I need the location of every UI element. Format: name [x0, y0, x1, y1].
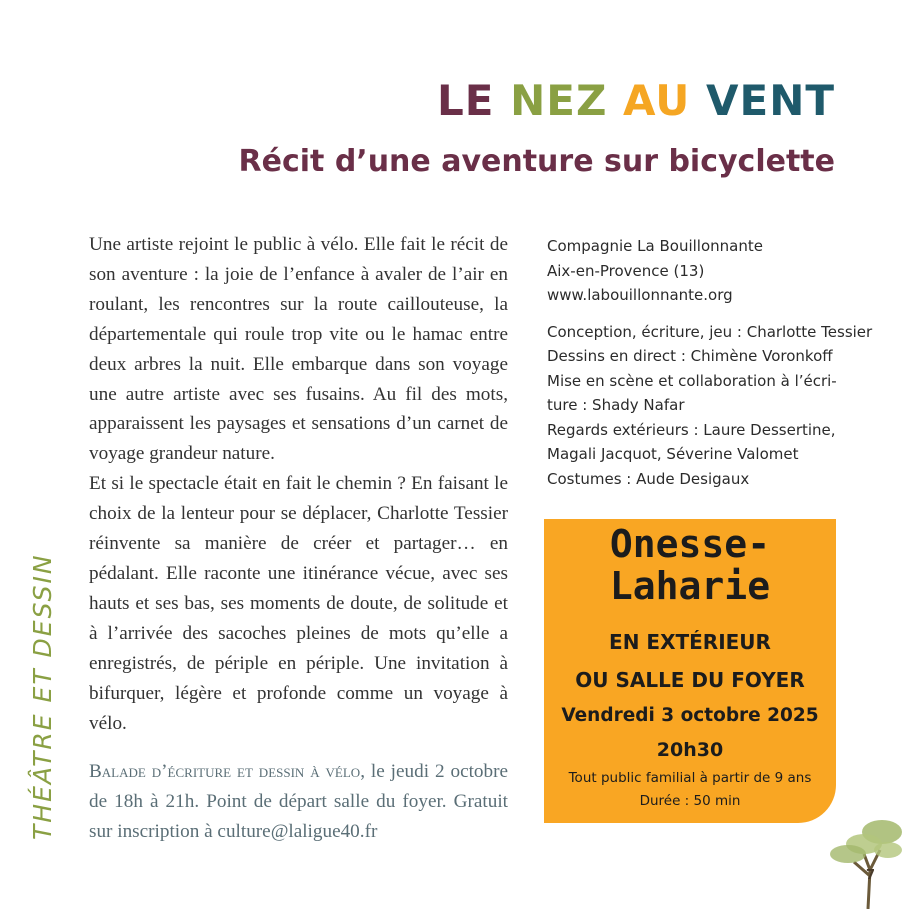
- credit-line: Mise en scène et collaboration à l’écri-: [547, 371, 837, 390]
- page-subtitle: Récit d’une aventure sur bicyclette: [238, 144, 835, 179]
- event-venue: [544, 623, 836, 699]
- credit-line: Costumes : Aude Desigaux: [547, 469, 750, 488]
- credit-line: Regards extérieurs : Laure Dessertine,: [547, 420, 836, 439]
- workshop-note-lead: Balade d’écriture et dessin à vélo: [89, 761, 361, 782]
- credit-line: Dessins en direct : Chimène Voronkoff: [547, 347, 833, 365]
- workshop-note-text: , le jeudi 2 octobre de 18h à 21h. Point de départ salle du foyer. Gratuit sur inscription à culture@laligue40.fr: [89, 761, 509, 842]
- credits: [547, 234, 873, 503]
- event-venue-line-1: EN EXTÉRIEUR: [609, 630, 771, 654]
- credit-line: Magali Jacquot, Séverine Valomet: [547, 445, 799, 463]
- company-city: Aix-en-Provence (13): [547, 261, 705, 280]
- event-location-line-1: Onesse-: [609, 522, 771, 566]
- category-label: THÉÂTRE ET DESSIN: [28, 553, 57, 840]
- title-word-le: LE: [437, 76, 511, 125]
- tree-icon: [824, 810, 904, 909]
- title-word-nez: NEZ: [510, 76, 624, 125]
- event-time: 20h30: [656, 739, 724, 761]
- title-word-au: AU: [623, 76, 706, 125]
- event-location-line-2: Laharie: [609, 564, 771, 608]
- company-name: Compagnie La Bouillonnante: [547, 237, 763, 255]
- workshop-note: [89, 757, 508, 847]
- page-number: 7: [866, 868, 876, 883]
- page-title: [437, 76, 835, 125]
- crew-block: [547, 320, 873, 492]
- company-block: [547, 234, 847, 308]
- event-audience: Tout public familial à partir de 9 ans: [568, 770, 812, 786]
- description: [89, 230, 508, 738]
- event-venue-line-2: OU SALLE DU FOYER: [575, 668, 805, 692]
- description-paragraph-1: Une artiste rejoint le public à vélo. Elle fait le récit de son aventure : la joie de l’enfance à avaler de l’air en roulant, les rencontres sur la route caillouteuse, la départementale qui roule trop vite ou le hamac entre deux arbres la nuit. Elle embarque dans son voyage une autre artiste avec ses fusains. Au fil des mots, apparaissent les paysages et sensations d’un carnet de voyage grandeur nature.: [89, 234, 508, 465]
- event-duration: Durée : 50 min: [639, 793, 741, 809]
- event-info-box: [544, 519, 836, 823]
- event-date: Vendredi 3 octobre 2025: [561, 705, 819, 726]
- description-paragraph-2: Et si le spectacle était en fait le chemin ? En faisant le choix de la lenteur pour se déplacer, Charlotte Tessier réinvente sa manière de créer et partager… en pédalant. Elle raconte une itinérance vécue, avec ses hauts et ses bas, ses moments de doute, de solitude et à l’arrivée des sacoches pleines de mots qu’elle a enregistrés, de périple en périple. Une invitation à bifurquer, légère et profonde comme un voyage à vélo.: [89, 473, 508, 734]
- credit-line: Conception, écriture, jeu : Charlotte Tessier: [547, 322, 873, 341]
- credit-line: ture : Shady Nafar: [547, 396, 685, 414]
- title-word-vent: VENT: [706, 76, 835, 125]
- event-location: [544, 523, 836, 607]
- company-website[interactable]: www.labouillonnante.org: [547, 286, 733, 304]
